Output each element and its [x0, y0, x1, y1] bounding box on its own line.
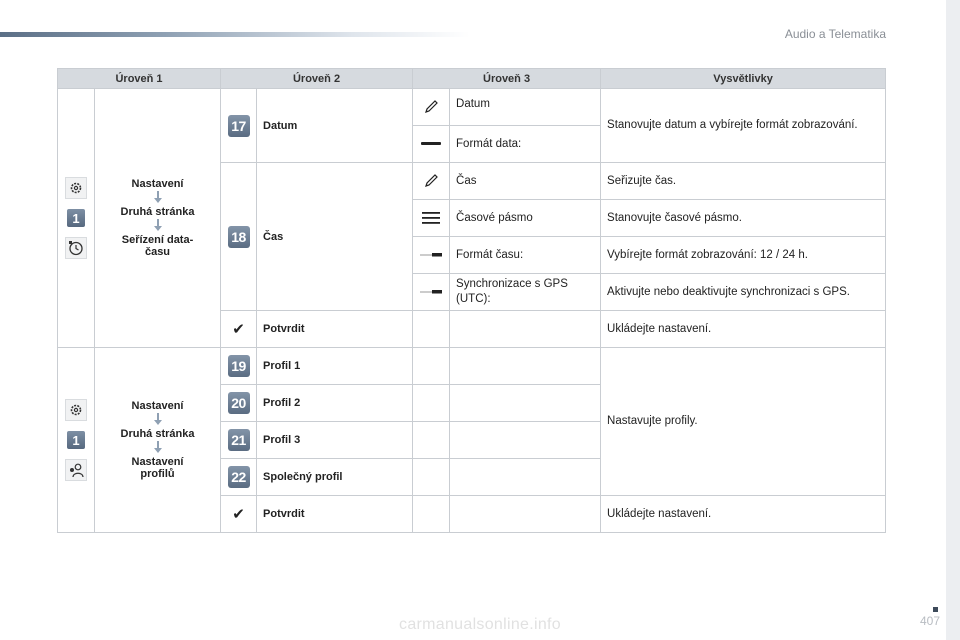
item-number-badge: 19: [228, 355, 250, 377]
step-number-badge: 1: [67, 431, 85, 449]
checkmark-icon: ✔: [232, 506, 245, 523]
empty-cell: [450, 496, 601, 533]
settings-gear-icon: [65, 177, 87, 199]
level1-path-cell: [95, 348, 221, 533]
number-cell: [221, 459, 257, 496]
toggle-switch-icon: [419, 251, 443, 259]
path-step-settings: Nastavení: [131, 400, 184, 412]
empty-cell: [450, 348, 601, 385]
level3-date-format: Formát data:: [450, 126, 601, 163]
level2-confirm: Potvrdit: [257, 311, 413, 348]
number-cell: [221, 385, 257, 422]
header-accent-bar: [0, 32, 470, 37]
explanation-time-zone: Stanovujte časové pásmo.: [601, 200, 886, 237]
level2-datum: Datum: [257, 89, 413, 163]
level2-profile-2: Profil 2: [257, 385, 413, 422]
level1-path-cell: [95, 89, 221, 348]
toggle-switch-icon: [419, 288, 443, 296]
explanation-confirm: Ukládejte nastavení.: [601, 496, 886, 533]
level3-gps-sync: Synchronizace s GPS (UTC):: [450, 274, 601, 311]
icon-cell: [413, 126, 450, 163]
empty-cell: [413, 459, 450, 496]
table-row: [58, 348, 886, 385]
path-step-second-page: Druhá stránka: [120, 206, 195, 218]
explanation-profiles: Nastavujte profily.: [601, 348, 886, 496]
column-header-level2: Úroveň 2: [221, 69, 413, 89]
level2-profile-3: Profil 3: [257, 422, 413, 459]
empty-cell: [413, 496, 450, 533]
empty-cell: [450, 459, 601, 496]
empty-cell: [413, 385, 450, 422]
date-format-bar-icon: [420, 140, 442, 148]
level3-time-format: Formát času:: [450, 237, 601, 274]
icon-cell: [413, 237, 450, 274]
step-number-badge: 1: [67, 209, 85, 227]
column-header-level3: Úroveň 3: [413, 69, 601, 89]
path-step-settings: Nastavení: [131, 178, 184, 190]
level3-datum: Datum: [450, 89, 601, 126]
down-arrow-icon: [153, 191, 163, 203]
empty-cell: [413, 311, 450, 348]
item-number-badge: 21: [228, 429, 250, 451]
number-cell: [221, 348, 257, 385]
number-cell: [221, 496, 257, 533]
number-cell: [221, 89, 257, 163]
level1-icons-cell: [58, 348, 95, 533]
down-arrow-icon: [153, 413, 163, 425]
item-number-badge: 22: [228, 466, 250, 488]
empty-cell: [450, 311, 601, 348]
item-number-badge: 20: [228, 392, 250, 414]
level2-cas: Čas: [257, 163, 413, 311]
page-number: 407: [919, 614, 940, 628]
settings-menu-table: [57, 68, 886, 533]
pencil-icon: [423, 99, 439, 115]
explanation-datum: Stanovujte datum a vybírejte formát zobrazování.: [601, 89, 886, 163]
empty-cell: [413, 422, 450, 459]
empty-cell: [450, 385, 601, 422]
page-edge-strip: [946, 0, 960, 640]
icon-cell: [413, 89, 450, 126]
icon-cell: [413, 274, 450, 311]
path-step-second-page: Druhá stránka: [120, 428, 195, 440]
level2-confirm: Potvrdit: [257, 496, 413, 533]
icon-cell: [413, 163, 450, 200]
empty-cell: [450, 422, 601, 459]
clock-icon: [65, 237, 87, 259]
path-step-profiles: Nastavení profilů: [131, 456, 184, 480]
path-step-date-time: Seřízení data-času: [121, 234, 194, 258]
table-row: [58, 89, 886, 126]
user-profile-icon: [65, 459, 87, 481]
level2-profile-1: Profil 1: [257, 348, 413, 385]
explanation-time-format: Vybírejte formát zobrazování: 12 / 24 h.: [601, 237, 886, 274]
section-title: Audio a Telematika: [784, 27, 886, 41]
down-arrow-icon: [153, 441, 163, 453]
explanation-cas: Seřizujte čas.: [601, 163, 886, 200]
level2-shared-profile: Společný profil: [257, 459, 413, 496]
column-header-level1: Úroveň 1: [58, 69, 221, 89]
explanation-confirm: Ukládejte nastavení.: [601, 311, 886, 348]
number-cell: [221, 311, 257, 348]
down-arrow-icon: [153, 219, 163, 231]
level3-cas: Čas: [450, 163, 601, 200]
item-number-badge: 18: [228, 226, 250, 248]
number-cell: [221, 163, 257, 311]
icon-cell: [413, 200, 450, 237]
list-icon: [421, 211, 441, 225]
settings-gear-icon: [65, 399, 87, 421]
empty-cell: [413, 348, 450, 385]
page-marker: [933, 607, 938, 612]
explanation-gps-sync: Aktivujte nebo deaktivujte synchronizaci s GPS.: [601, 274, 886, 311]
table-header-row: [58, 69, 886, 89]
pencil-icon: [423, 173, 439, 189]
number-cell: [221, 422, 257, 459]
column-header-explanation: Vysvětlivky: [601, 69, 886, 89]
item-number-badge: 17: [228, 115, 250, 137]
level3-time-zone: Časové pásmo: [450, 200, 601, 237]
checkmark-icon: ✔: [232, 321, 245, 338]
level1-icons-cell: [58, 89, 95, 348]
watermark: carmanualsonline.info: [399, 616, 561, 633]
